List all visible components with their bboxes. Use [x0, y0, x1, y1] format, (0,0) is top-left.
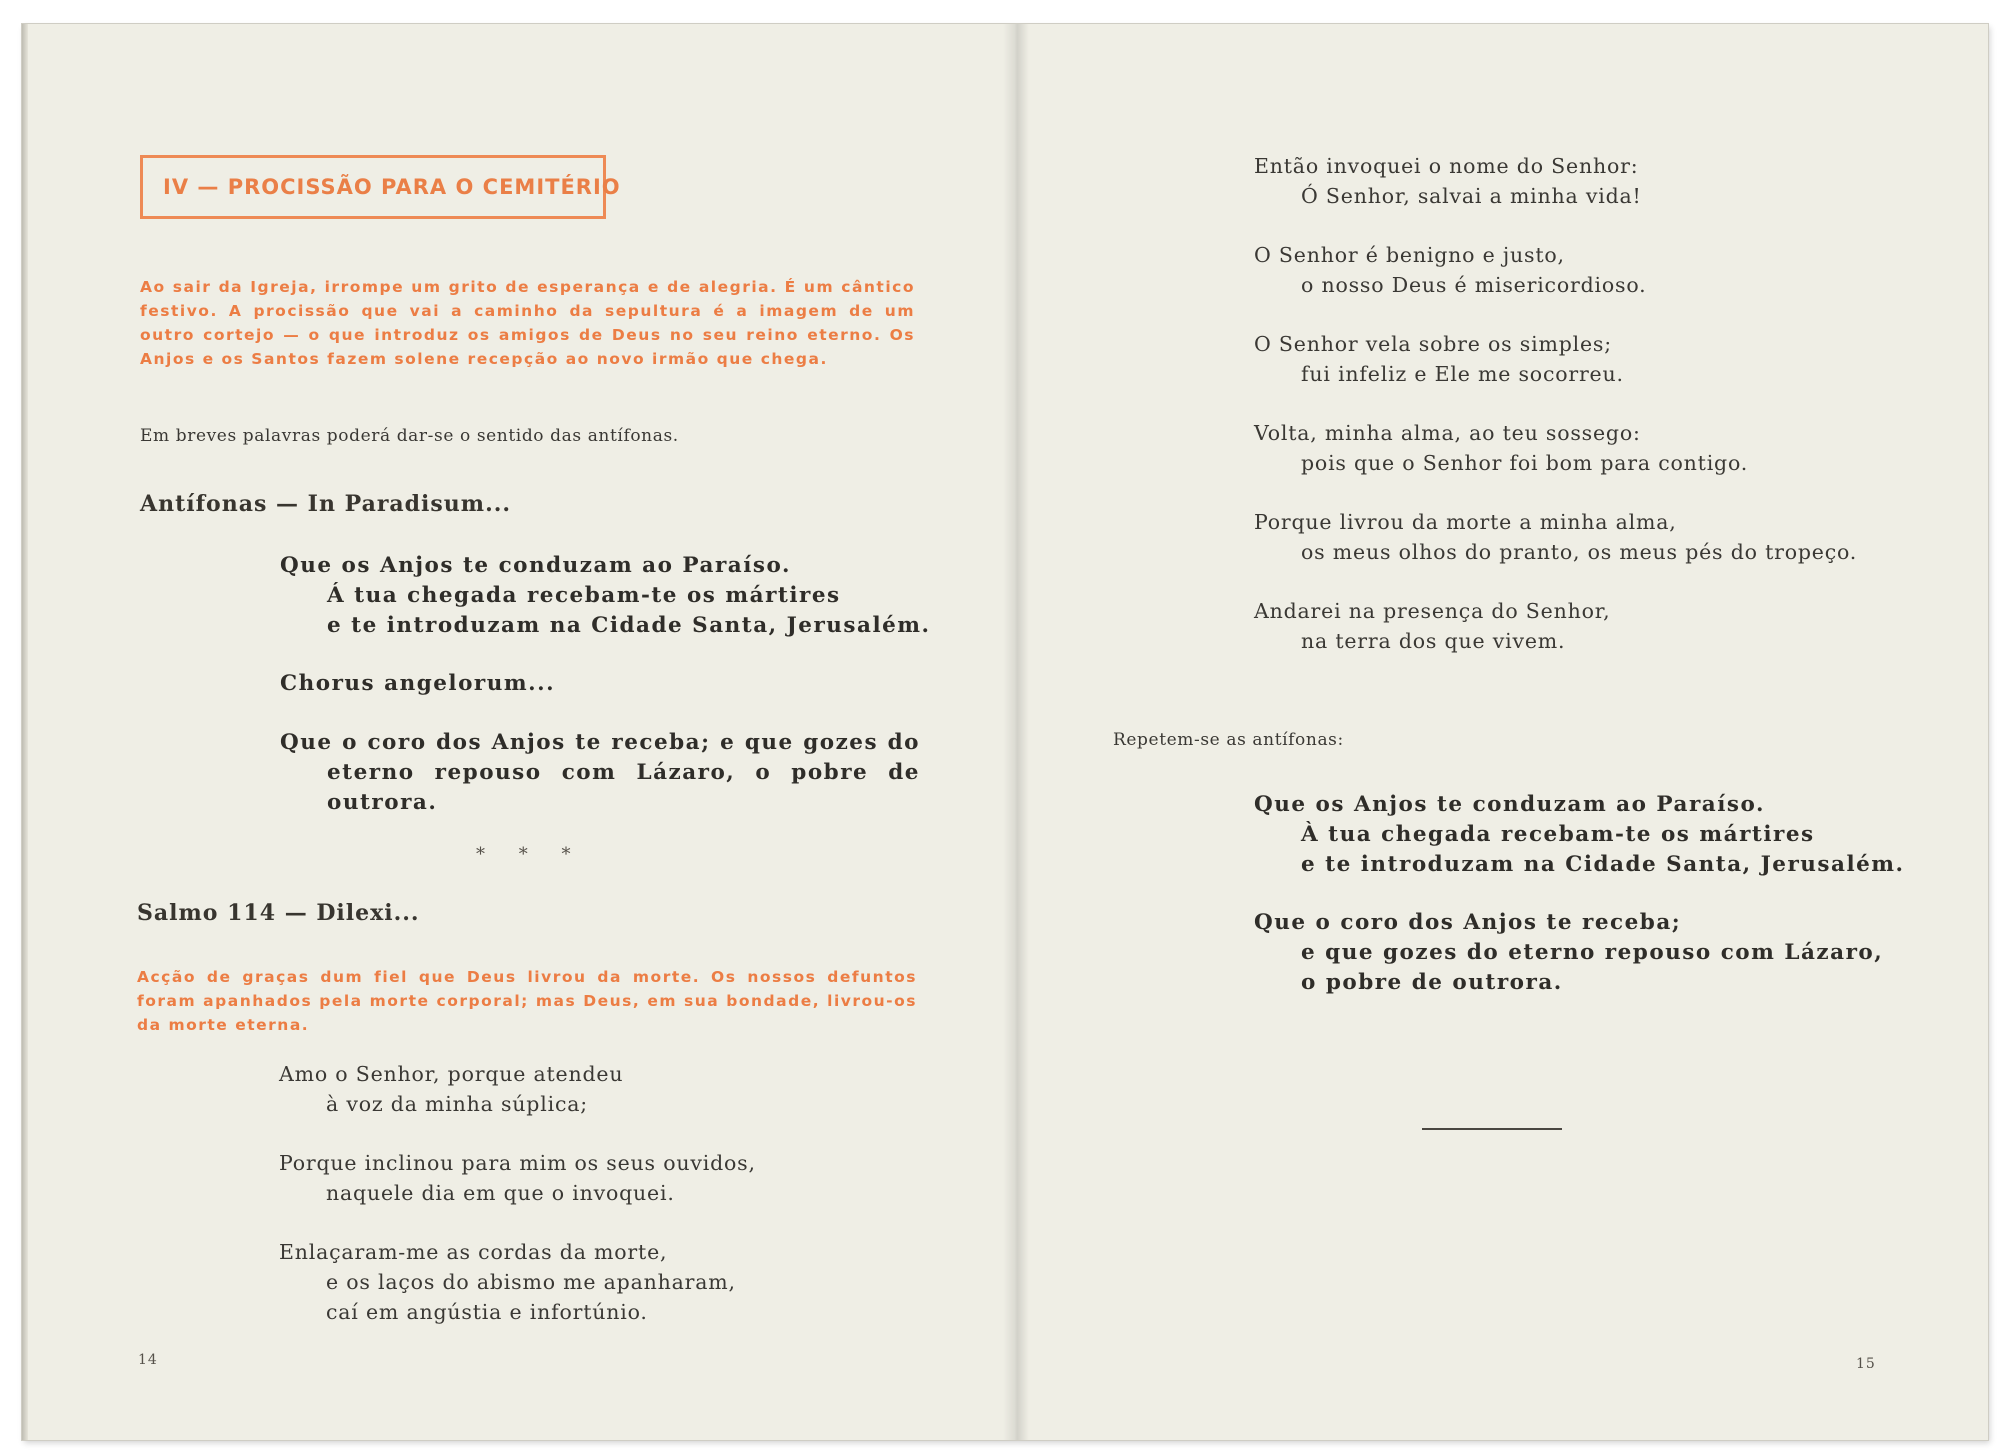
- antiphon-line: Que os Anjos te conduzam ao Paraíso.: [1254, 792, 1765, 817]
- psalm-note: Acção de graças dum fiel que Deus livrou da morte. Os nossos defuntos foram apanhados pela morte corporal; mas Deus, em sua bondade, livrou-os da morte eterna.: [137, 968, 917, 1034]
- antiphon-line: o pobre de outrora.: [1301, 970, 1563, 995]
- psalm-title: Salmo 114 — Dilexi...: [137, 900, 420, 926]
- verse-line: Ó Senhor, salvai a minha vida!: [1301, 184, 1642, 208]
- antiphon-line: e te introduzam na Cidade Santa, Jerusalém.: [1301, 852, 1905, 877]
- verse-line: Enlaçaram-me as cordas da morte,: [279, 1240, 668, 1264]
- verse-line: fui infeliz e Ele me socorreu.: [1301, 362, 1624, 386]
- repeat-antiphon-2: [1254, 908, 1883, 998]
- verse-line: Volta, minha alma, ao teu sossego:: [1254, 421, 1641, 445]
- separator-asterisks: * * *: [476, 844, 585, 865]
- section-heading-text: IV — PROCISSÃO PARA O CEMITÉRIO: [163, 175, 621, 199]
- psalm-stanza-9: [1254, 596, 1610, 656]
- antiphon-line: Que o coro dos Anjos te receba;: [1254, 910, 1682, 935]
- verse-line: Então invoquei o nome do Senhor:: [1254, 154, 1639, 178]
- verse-line: e os laços do abismo me apanharam,: [326, 1270, 736, 1294]
- verse-line: Porque livrou da morte a minha alma,: [1254, 510, 1677, 534]
- repeat-instruction: Repetem-se as antífonas:: [1113, 730, 1344, 750]
- antiphon-1-line: e te introduzam na Cidade Santa, Jerusalém.: [327, 613, 931, 638]
- psalm-stanza-4: [1254, 151, 1642, 211]
- verse-line: O Senhor é benigno e justo,: [1254, 243, 1565, 267]
- verse-line: Andarei na presença do Senhor,: [1254, 599, 1611, 623]
- verse-line: à voz da minha súplica;: [326, 1092, 588, 1116]
- instruction-text: Em breves palavras poderá dar-se o sentido das antífonas.: [140, 426, 679, 446]
- antiphon-1-line: Á tua chegada recebam-te os mártires: [327, 583, 841, 608]
- verse-line: naquele dia em que o invoquei.: [326, 1181, 675, 1205]
- antiphon-2: [280, 728, 920, 818]
- antiphon-1-line: Que os Anjos te conduzam ao Paraíso.: [280, 553, 791, 578]
- verse-line: pois que o Senhor foi bom para contigo.: [1301, 451, 1749, 475]
- antiphon-2-text: Que o coro dos Anjos te receba; e que gozes do eterno repouso com Lázaro, o pobre de outrora.: [280, 730, 920, 815]
- psalm-stanza-3: [279, 1237, 736, 1327]
- repeat-antiphon-1: [1254, 790, 1905, 880]
- chorus-title: Chorus angelorum...: [280, 671, 556, 696]
- end-rule: [1422, 1128, 1562, 1130]
- verse-line: O Senhor vela sobre os simples;: [1254, 332, 1612, 356]
- page-number-right: 15: [1856, 1356, 1876, 1372]
- verse-line: Porque inclinou para mim os seus ouvidos,: [279, 1151, 756, 1175]
- page-number-left: 14: [138, 1352, 158, 1368]
- psalm-stanza-1: [279, 1059, 623, 1119]
- antiphon-line: À tua chegada recebam-te os mártires: [1301, 822, 1815, 847]
- antiphons-title: Antífonas — In Paradisum...: [140, 491, 512, 517]
- psalm-stanza-6: [1254, 329, 1624, 389]
- verse-line: caí em angústia e infortúnio.: [326, 1300, 648, 1324]
- verse-line: Amo o Senhor, porque atendeu: [279, 1062, 624, 1086]
- psalm-stanza-5: [1254, 240, 1646, 300]
- psalm-stanza-2: [279, 1148, 756, 1208]
- psalm-stanza-7: [1254, 418, 1748, 478]
- verse-line: os meus olhos do pranto, os meus pés do tropeço.: [1301, 540, 1858, 564]
- section-heading: [140, 155, 621, 219]
- intro-note: Ao sair da Igreja, irrompe um grito de esperança e de alegria. É um cântico festivo. A procissão que vai a caminho da sepultura é a imagem de um outro cortejo — o que introduz os amigos de Deus no seu reino eterno. Os Anjos e os Santos fazem solene recepção ao novo irmão que chega.: [140, 278, 915, 368]
- verse-line: o nosso Deus é misericordioso.: [1301, 273, 1647, 297]
- antiphon-1: [280, 551, 931, 641]
- verse-line: na terra dos que vivem.: [1301, 629, 1566, 653]
- antiphon-line: e que gozes do eterno repouso com Lázaro,: [1301, 940, 1884, 965]
- right-page: [1016, 24, 1988, 1440]
- psalm-stanza-8: [1254, 507, 1857, 567]
- left-page: [22, 24, 1016, 1440]
